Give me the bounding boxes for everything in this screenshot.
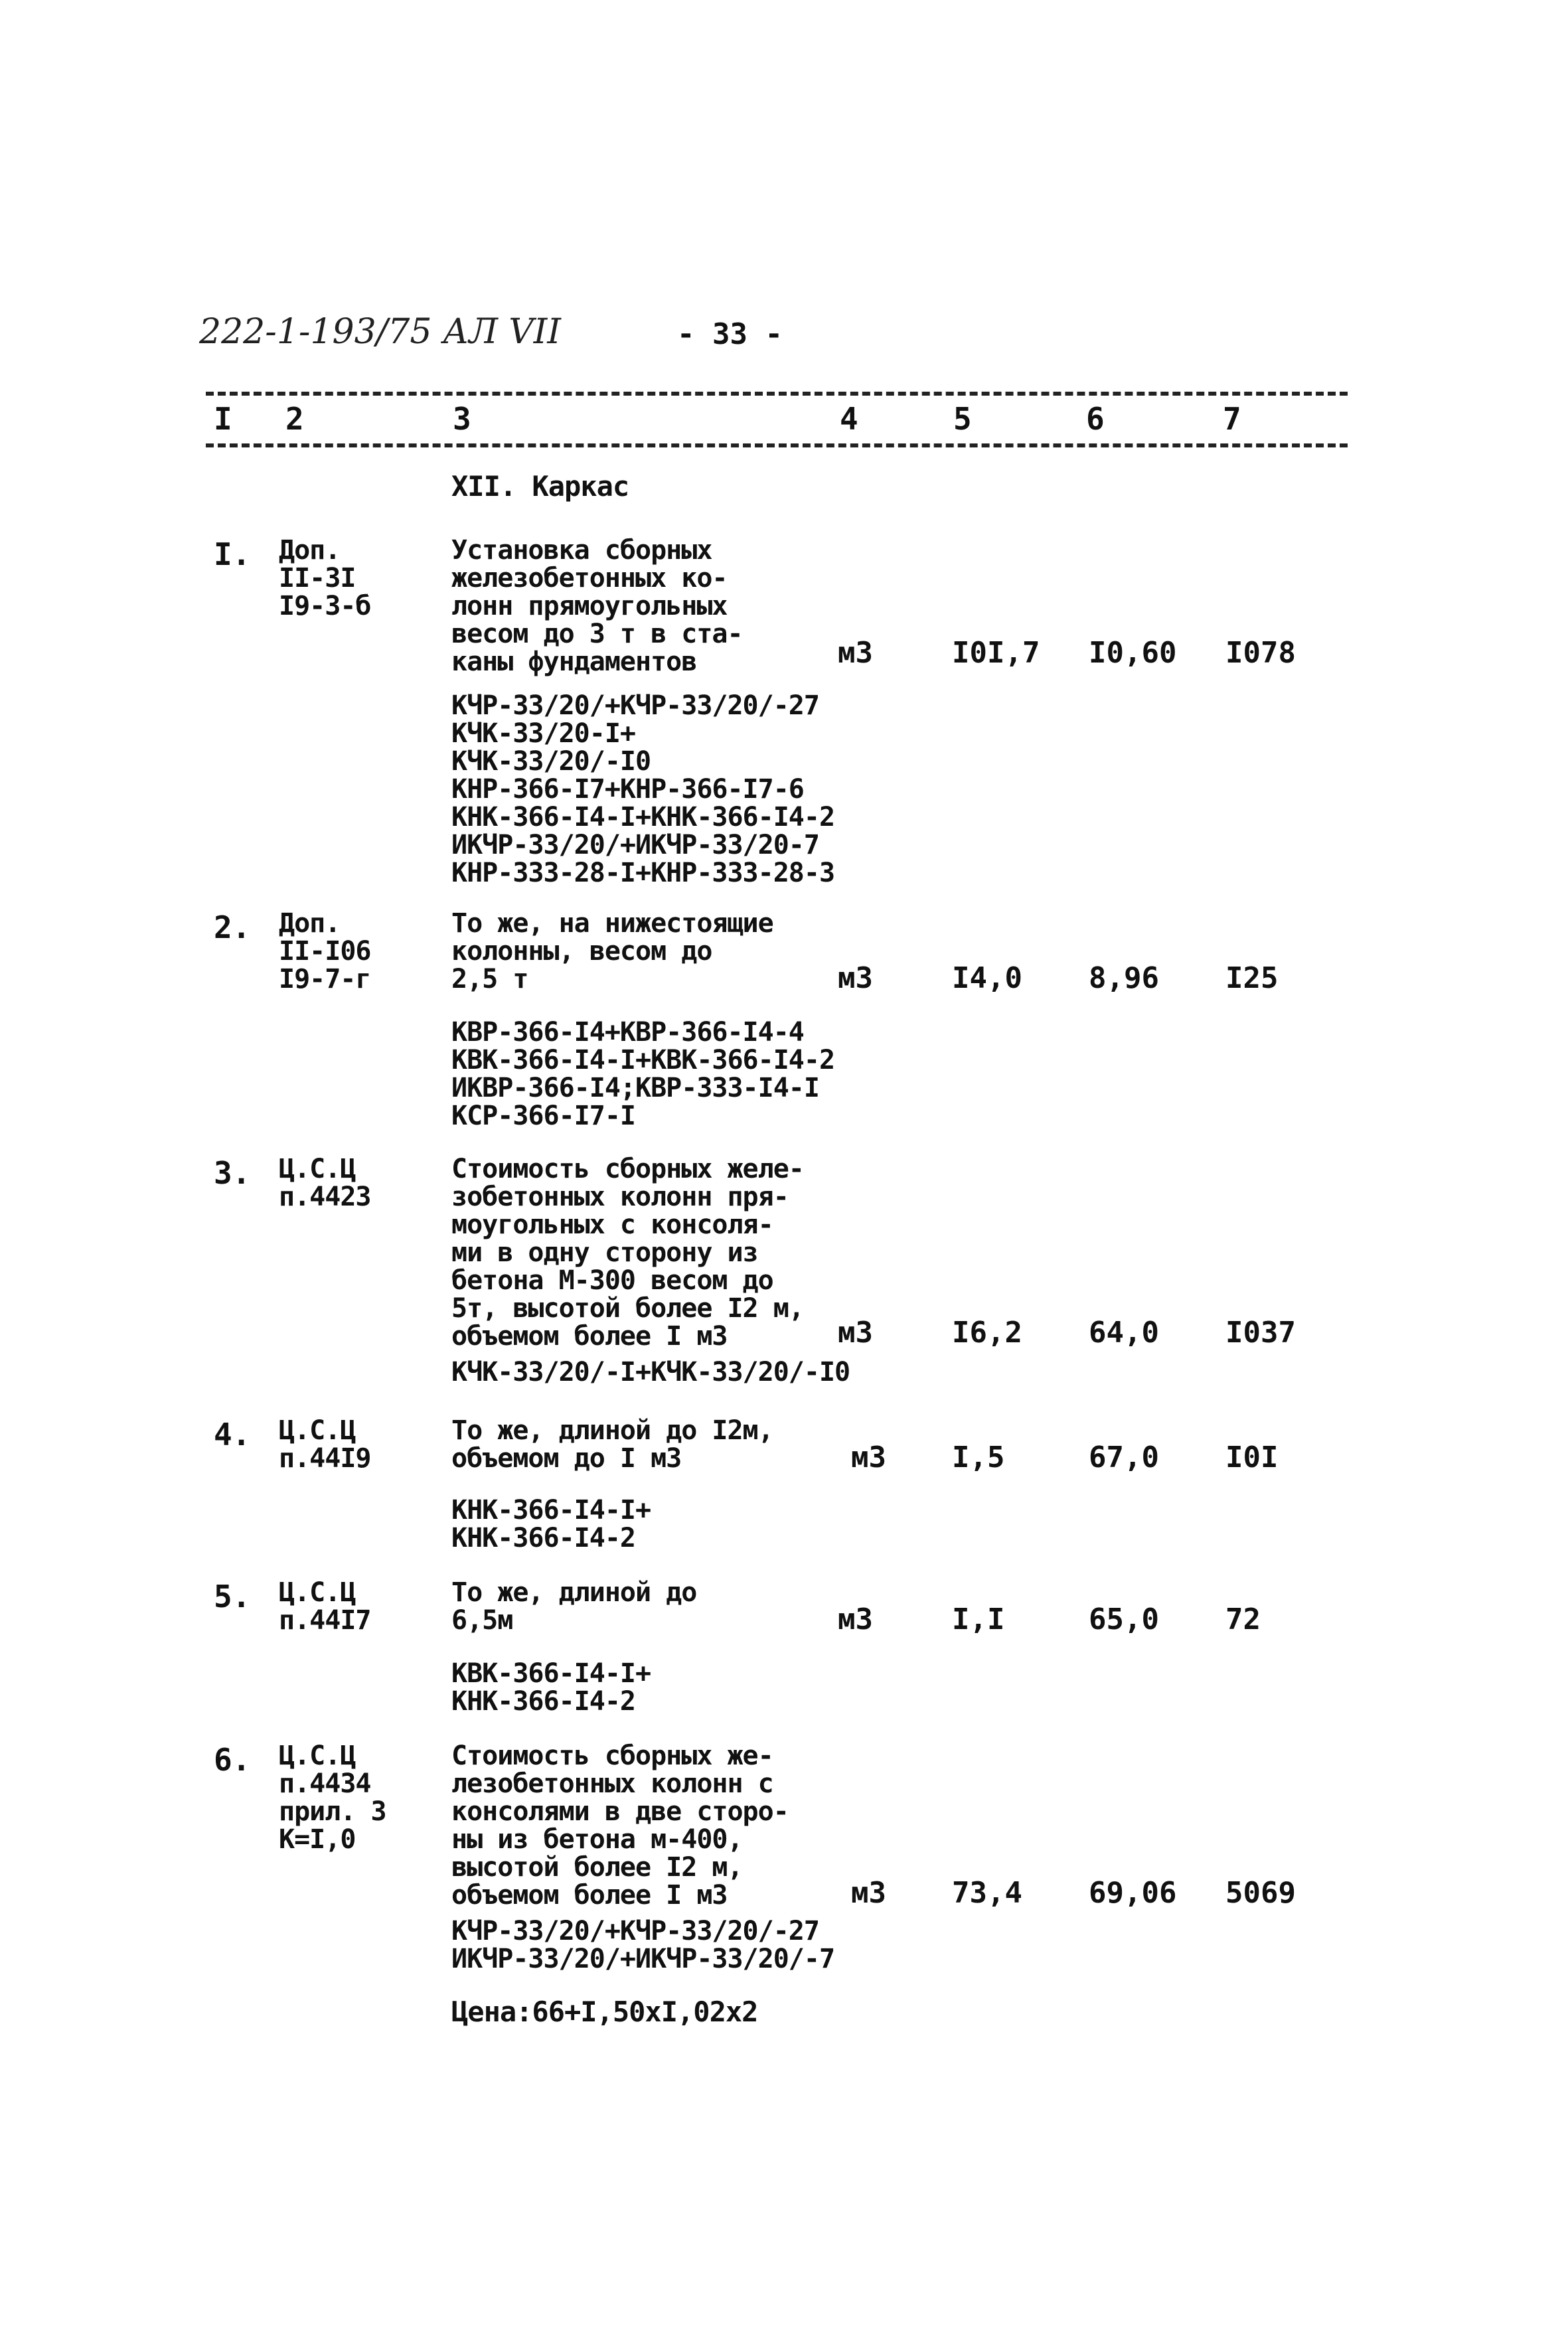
row-basis: Ц.С.Ц п.4423: [279, 1154, 371, 1212]
row-quantity: I0I,7: [952, 636, 1040, 670]
row-price: 65,0: [1089, 1603, 1159, 1636]
row-basis: Ц.С.Ц п.44I7: [279, 1577, 371, 1636]
row-number: 3.: [214, 1155, 251, 1191]
row-total: I0I: [1225, 1441, 1279, 1474]
page-number: - 33 -: [677, 317, 783, 351]
doc-code: 222-1-193/75 АЛ VII: [199, 312, 561, 352]
table-top-divider: [206, 392, 1348, 396]
row-unit: м3: [838, 1603, 873, 1636]
column-header-7: 7: [1223, 401, 1241, 437]
row-price: I0,60: [1089, 636, 1177, 670]
row-quantity: I,I: [952, 1603, 1005, 1636]
row-quantity: I,5: [952, 1441, 1005, 1474]
row-total: 72: [1225, 1603, 1261, 1636]
row-quantity: I6,2: [952, 1316, 1022, 1350]
table-header-divider: [206, 443, 1348, 447]
row-unit: м3: [851, 1876, 886, 1910]
row-description: Стоимость сборных же- лезобетонных колонн с консолями в две сторо- ны из бетона м-400, высотой более I2 м, объемом более I м3: [451, 1741, 789, 1911]
row-marks: КЧР-33/20/+КЧР-33/20/-27 ИКЧР-33/20/+ИКЧР-33/20/-7: [451, 1916, 835, 1974]
row-unit: м3: [838, 1316, 873, 1350]
section-title: XII. Каркас: [451, 470, 629, 503]
column-header-6: 6: [1086, 401, 1105, 437]
column-header-3: 3: [453, 401, 471, 437]
row-price: 69,06: [1089, 1876, 1177, 1910]
row-marks: КНК-366-I4-I+ КНК-366-I4-2: [451, 1495, 651, 1553]
row-marks: КЧР-33/20/+КЧР-33/20/-27 КЧК-33/20-I+ КЧК-33/20/-I0 КНР-366-I7+КНР-366-I7-6 КНК-366-I4-I+КНК-366-I4-2 ИКЧР-33/20/+ИКЧР-33/20-7 КНР-333-28-I+КНР-333-28-3: [451, 690, 835, 888]
row-total: I078: [1225, 636, 1296, 670]
row-note: Цена:66+I,50хI,02х2: [451, 1996, 758, 2028]
row-unit: м3: [838, 961, 873, 995]
row-marks: КВК-366-I4-I+ КНК-366-I4-2: [451, 1658, 651, 1717]
row-number: 4.: [214, 1417, 251, 1452]
column-header-2: 2: [285, 401, 304, 437]
row-number: 2.: [214, 909, 251, 945]
column-header-5: 5: [953, 401, 972, 437]
row-unit: м3: [838, 636, 873, 670]
row-marks: КВР-366-I4+КВР-366-I4-4 КВК-366-I4-I+КВК-366-I4-2 ИКВР-366-I4;КВР-333-I4-I КСР-366-I7-I: [451, 1017, 835, 1131]
row-number: I.: [214, 536, 251, 572]
row-description: То же, на нижестоящие колонны, весом до 2,5 т: [451, 908, 773, 994]
row-marks: КЧК-33/20/-I+КЧК-33/20/-I0: [451, 1357, 850, 1387]
row-basis: Доп. II-I06 I9-7-г: [279, 908, 371, 994]
row-description: То же, длиной до 6,5м: [451, 1577, 697, 1636]
row-quantity: 73,4: [952, 1876, 1022, 1910]
row-unit: м3: [851, 1441, 886, 1474]
column-header-1: I: [214, 401, 232, 437]
row-price: 67,0: [1089, 1441, 1159, 1474]
row-basis: Ц.С.Ц п.44I9: [279, 1415, 371, 1474]
row-description: Стоимость сборных желе- зобетонных колонн пря- моугольных с консоля- ми в одну сторону из бетона М-300 весом до 5т, высотой более I2 м, объемом более I м3: [451, 1154, 804, 1352]
row-number: 5.: [214, 1579, 251, 1614]
row-quantity: I4,0: [952, 961, 1022, 995]
column-header-4: 4: [840, 401, 858, 437]
row-total: I037: [1225, 1316, 1296, 1350]
row-price: 64,0: [1089, 1316, 1159, 1350]
row-basis: Ц.С.Ц п.4434 прил. 3 К=I,0: [279, 1741, 386, 1855]
row-total: 5069: [1225, 1876, 1296, 1910]
row-total: I25: [1225, 961, 1279, 995]
row-number: 6.: [214, 1742, 251, 1778]
row-price: 8,96: [1089, 961, 1159, 995]
row-description: То же, длиной до I2м, объемом до I м3: [451, 1415, 773, 1474]
row-basis: Доп. II-3I I9-3-б: [279, 535, 371, 621]
row-description: Установка сборных железобетонных ко- лонн прямоугольных весом до 3 т в ста- каны фундаментов: [451, 535, 743, 677]
